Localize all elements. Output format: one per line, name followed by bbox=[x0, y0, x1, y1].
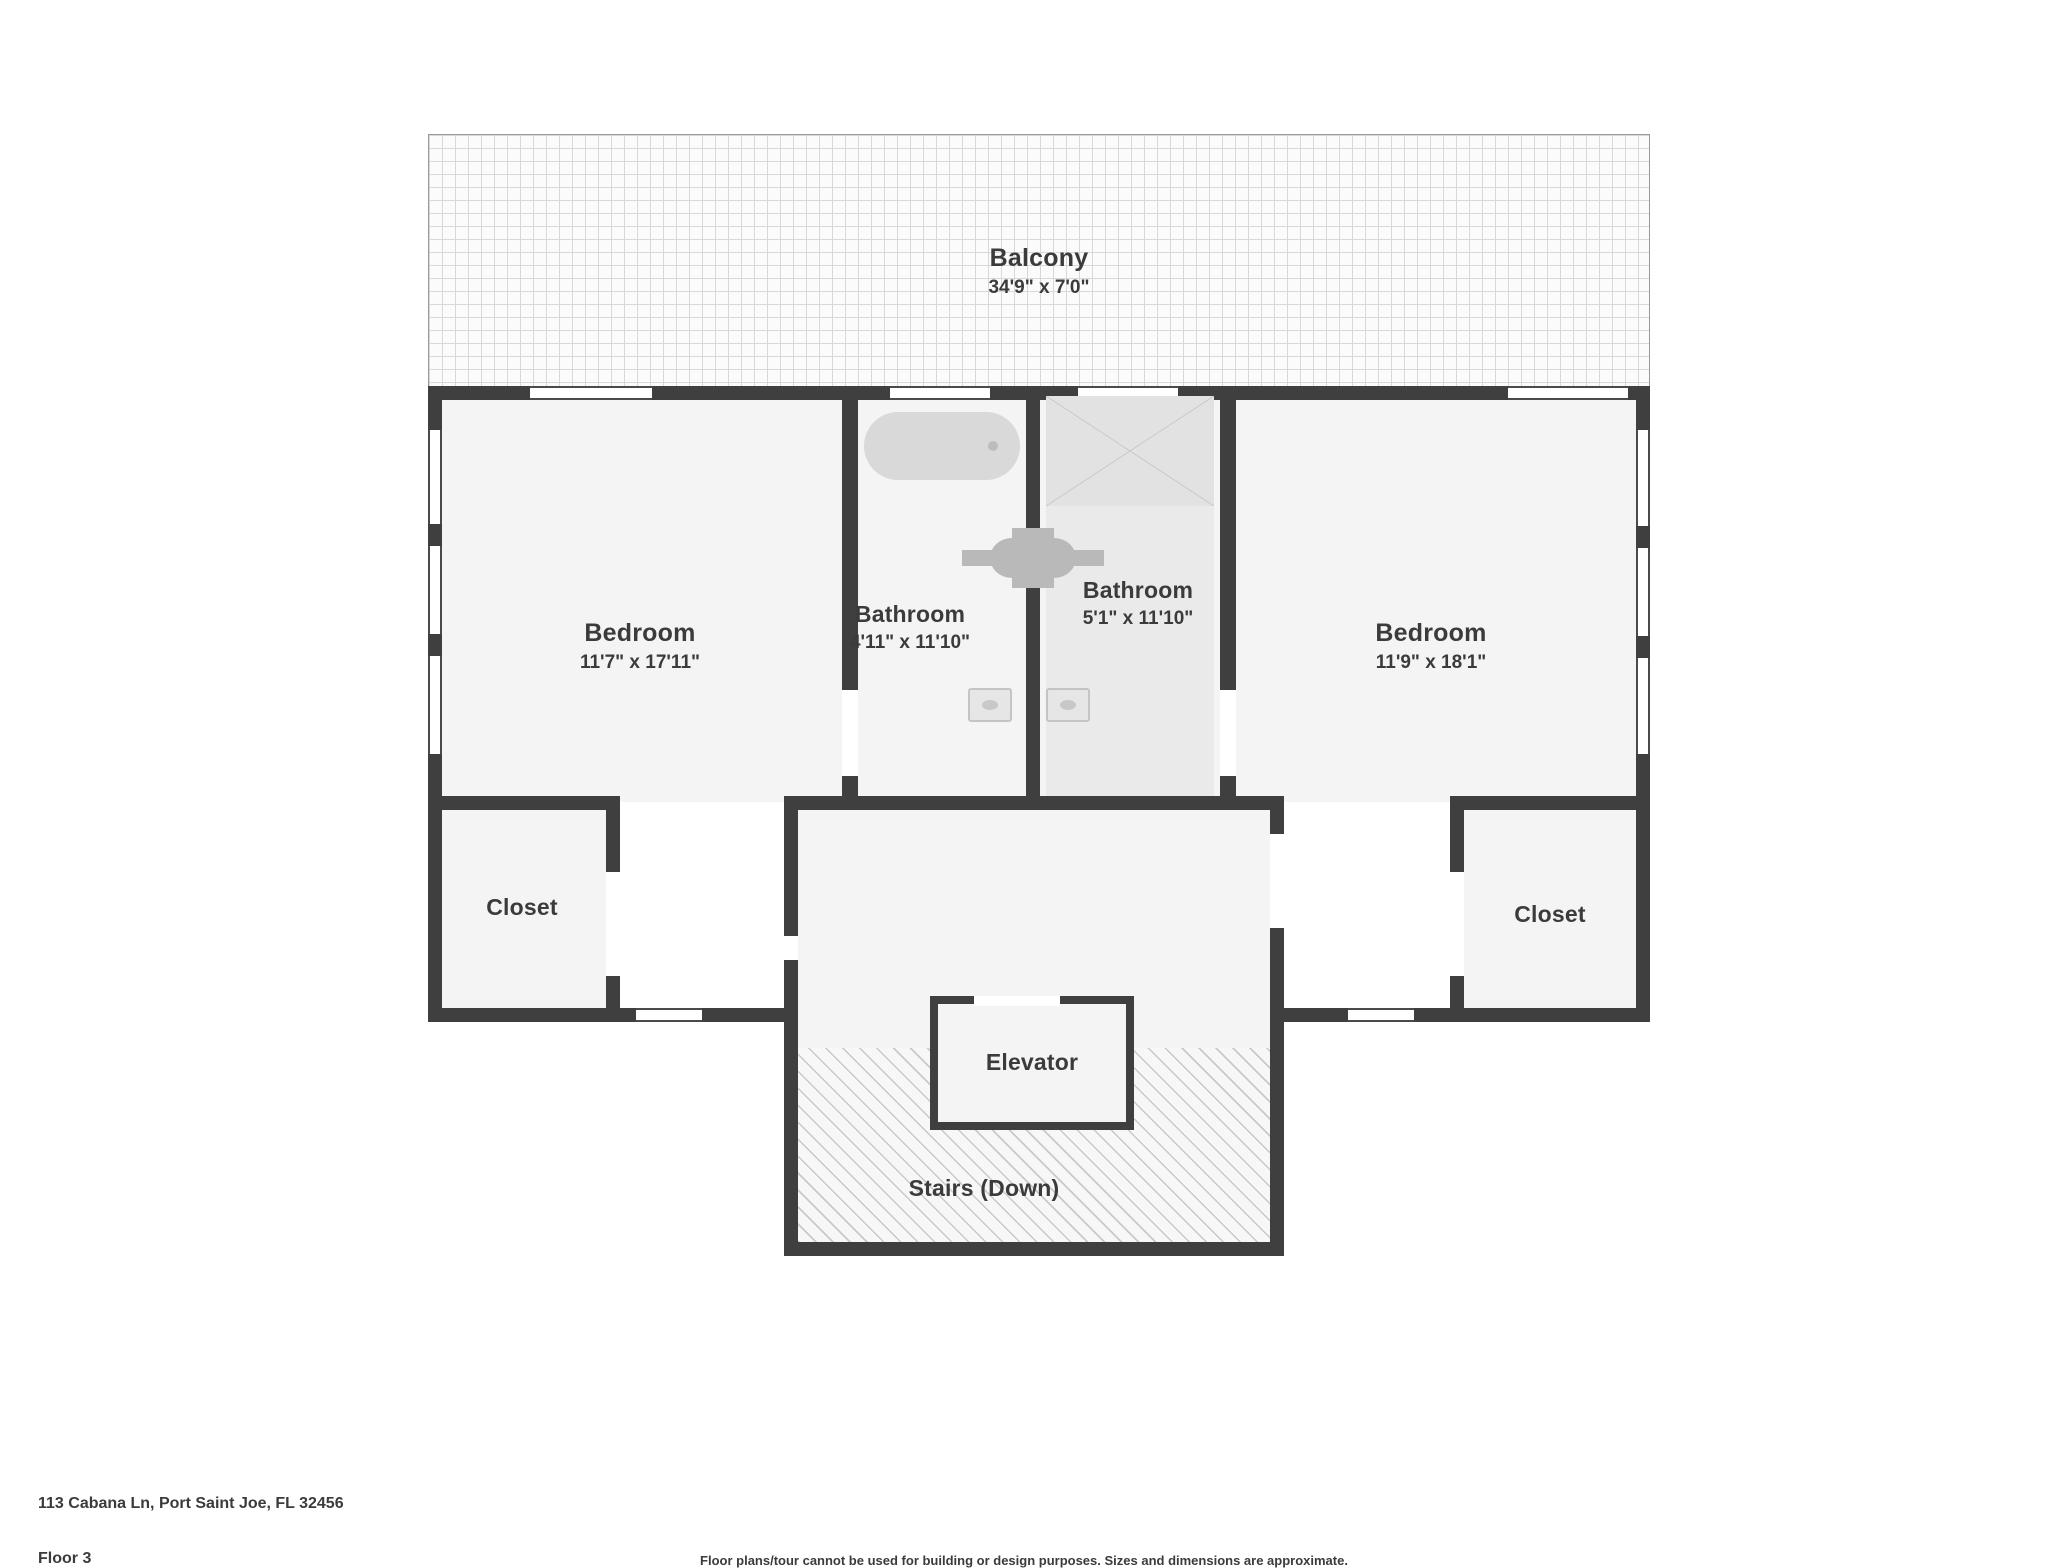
door-bathroom-right bbox=[1220, 690, 1236, 776]
bathroom-left-name: Bathroom bbox=[854, 601, 966, 627]
bathroom-right-label bbox=[1028, 576, 1248, 631]
bathroom-right-name: Bathroom bbox=[1082, 577, 1194, 603]
door-closet-right bbox=[1450, 872, 1464, 976]
window-bottom-left bbox=[636, 1008, 702, 1022]
balcony-name: Balcony bbox=[989, 244, 1089, 272]
door-hall-left bbox=[784, 936, 798, 960]
bedroom-right-label bbox=[1320, 618, 1542, 675]
toilet-right bbox=[1046, 688, 1090, 722]
elevator-label bbox=[944, 1048, 1120, 1077]
closet-right-name: Closet bbox=[1514, 901, 1586, 927]
bedroom-left-dimensions: 11'7" x 17'11" bbox=[579, 652, 701, 674]
closet-right-label bbox=[1480, 900, 1620, 929]
balcony-dimensions: 34'9" x 7'0" bbox=[988, 277, 1090, 299]
stairs-name: Stairs (Down) bbox=[908, 1175, 1060, 1201]
bedroom-right-name: Bedroom bbox=[1375, 619, 1487, 647]
window-left-lower bbox=[428, 656, 442, 754]
toilet-left bbox=[968, 688, 1012, 722]
door-bathroom-left bbox=[842, 690, 858, 776]
window-bottom-right bbox=[1348, 1008, 1414, 1022]
bedroom-left-area bbox=[432, 392, 844, 802]
bedroom-right-area bbox=[1234, 392, 1640, 802]
wall-hall-top-middle bbox=[856, 796, 1284, 810]
wall-hall-bottom bbox=[784, 1242, 1284, 1256]
balcony-label bbox=[928, 243, 1150, 300]
bathroom-left-label bbox=[800, 600, 1020, 655]
toilet-right-seat bbox=[1060, 700, 1076, 710]
closet-left-label bbox=[452, 893, 592, 922]
bathtub-drain bbox=[988, 441, 998, 451]
window-left-middle bbox=[428, 546, 442, 634]
window-balcony-right bbox=[1508, 386, 1628, 400]
bathtub bbox=[864, 412, 1020, 480]
closet-left-name: Closet bbox=[486, 894, 558, 920]
bedroom-right-dimensions: 11'9" x 18'1" bbox=[1375, 652, 1487, 674]
door-closet-left bbox=[606, 872, 620, 976]
footer-disclaimer: Floor plans/tour cannot be used for building or design purposes. Sizes and dimensions are approximate. bbox=[700, 1553, 1348, 1568]
toilet-left-seat bbox=[982, 700, 998, 710]
window-right-lower bbox=[1636, 658, 1650, 754]
footer-floor-label: Floor 3 bbox=[38, 1550, 92, 1567]
bedroom-left-name: Bedroom bbox=[584, 619, 696, 647]
bathroom-right-dimensions: 5'1" x 11'10" bbox=[1082, 607, 1194, 629]
window-balcony-left bbox=[530, 386, 652, 400]
wall-closet-left-top bbox=[428, 796, 620, 810]
window-right-upper bbox=[1636, 430, 1650, 526]
bedroom-left-label bbox=[540, 618, 740, 675]
window-right-middle bbox=[1636, 548, 1650, 636]
footer-address: 113 Cabana Ln, Port Saint Joe, FL 32456 bbox=[38, 1495, 344, 1512]
bathroom-left-dimensions: 4'11" x 11'10" bbox=[849, 631, 971, 653]
window-left-upper bbox=[428, 430, 442, 524]
stairs-label bbox=[796, 1174, 1172, 1203]
door-hall-right bbox=[1270, 834, 1284, 928]
shower bbox=[1046, 396, 1214, 506]
wall-closet-right-top bbox=[1450, 796, 1650, 810]
window-balcony-center-left bbox=[890, 386, 990, 400]
elevator-name: Elevator bbox=[985, 1049, 1079, 1075]
door-elevator bbox=[974, 996, 1060, 1006]
